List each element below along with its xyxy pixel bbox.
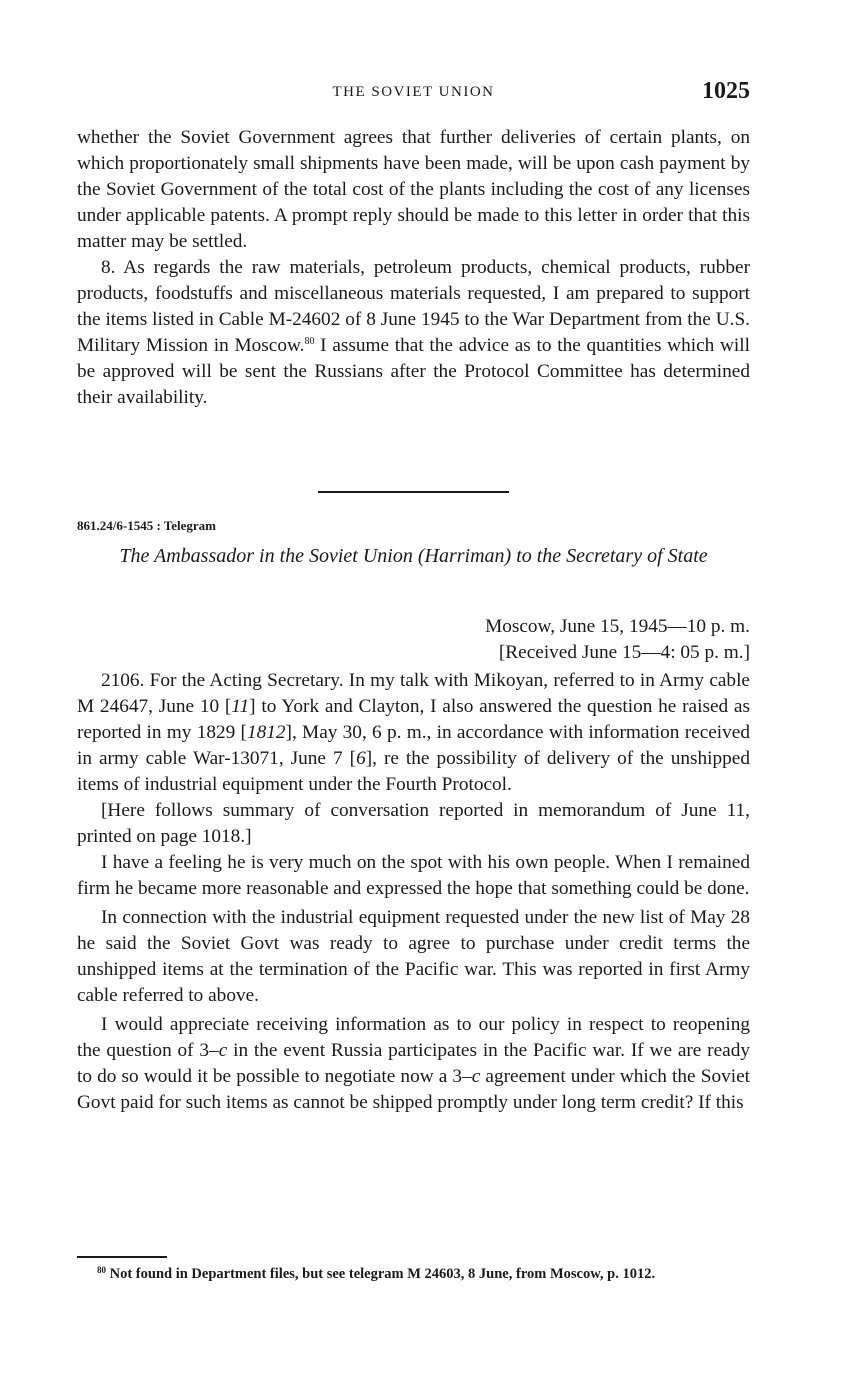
telegram-body [77,668,750,1116]
footnote-text: Not found in Department files, but see telegram M 24603, 8 June, from Moscow, p. 1012. [106,1266,656,1282]
page-number: 1025 [702,78,750,104]
paragraph-8 [77,255,750,411]
dateline: Moscow, June 15, 1945—10 p. m. [485,616,750,637]
received-line: [Received June 15—4: 05 p. m.] [498,642,750,663]
text-run: 2106. For the Acting Secretary. In my talk with Mikoyan, referred to in Army cable M 24647, June 10 [ [77,670,750,717]
paragraph-8-text-continued: I assume that the advice as to the quantities which will be approved will be sent the Russians after the Protocol Committee has determined their availability. [77,335,750,408]
italic-text-run: 6 [356,748,366,769]
footnote-reference: 80 [304,336,315,347]
telegram-paragraph-3: I have a feeling he is very much on the spot with his own people. When I remained firm he became more reasonable and expressed the hope that something could be done. [77,852,750,899]
telegram-paragraph-4: In connection with the industrial equipment requested under the new list of May 28 he said the Soviet Govt was ready to agree to purchase under credit terms the unshipped items at the termination of the Pacific war. This was reported in first Army cable referred to above. [77,907,750,1006]
letter-continuation [77,125,750,411]
footnote-rule [77,1256,167,1258]
paragraph-8-text: 8. As regards the raw materials, petroleum products, chemical products, rubber products, foodstuffs and miscellaneous materials requested, I am prepared to support the items listed in Cable M-24602 of 8 June 1945 to the War Department from the U.S. Military Mission in Moscow. [77,257,750,356]
text-run: ], May 30, 6 p. m., in accordance with information received in army cable War-13071, June 7 [ [77,722,751,769]
footnote [77,1265,750,1284]
running-title: THE SOVIET UNION [332,84,495,100]
continuation-paragraph: whether the Soviet Government agrees that further deliveries of certain plants, on which proportionately small shipments have been made, will be upon cash payment by the Soviet Government of the total cost of the plants including the cost of any licenses under applicable patents. A prompt reply should be made to this letter in order that this matter may be settled. [77,127,750,252]
telegram-paragraph-2: [Here follows summary of conversation reported in memorandum of June 11, printed on page 1018.] [77,800,750,847]
text-run: ], re the possibility of delivery of the unshipped items of industrial equipment under the Fourth Protocol. [77,748,750,795]
italic-text-run: c [471,1066,481,1087]
file-reference: 861.24/6-1545 : Telegram [77,518,217,533]
document-heading: The Ambassador in the Soviet Union (Harriman) to the Secretary of State [119,545,708,567]
text-run: agreement under which the Soviet Govt paid for such items as cannot be shipped promptly under long term credit? If this [77,1066,750,1113]
text-run: ] to York and Clayton, I also answered the question he raised as reported in my 1829 [ [77,696,750,743]
section-divider [318,491,509,493]
italic-text-run: c [218,1040,228,1061]
text-run: in the event Russia participates in the Pacific war. If we are ready to do so would it be possible to negotiate now a 3– [77,1040,751,1087]
text-run: I would appreciate receiving information as to our policy in respect to reopening the question of 3– [77,1014,750,1061]
telegram-paragraph-5 [77,1012,750,1116]
running-head [77,78,750,108]
telegram-paragraph-1 [77,668,750,798]
footnote-mark: 80 [97,1265,106,1275]
italic-text-run: 1812 [246,722,286,743]
italic-text-run: 11 [231,696,250,717]
